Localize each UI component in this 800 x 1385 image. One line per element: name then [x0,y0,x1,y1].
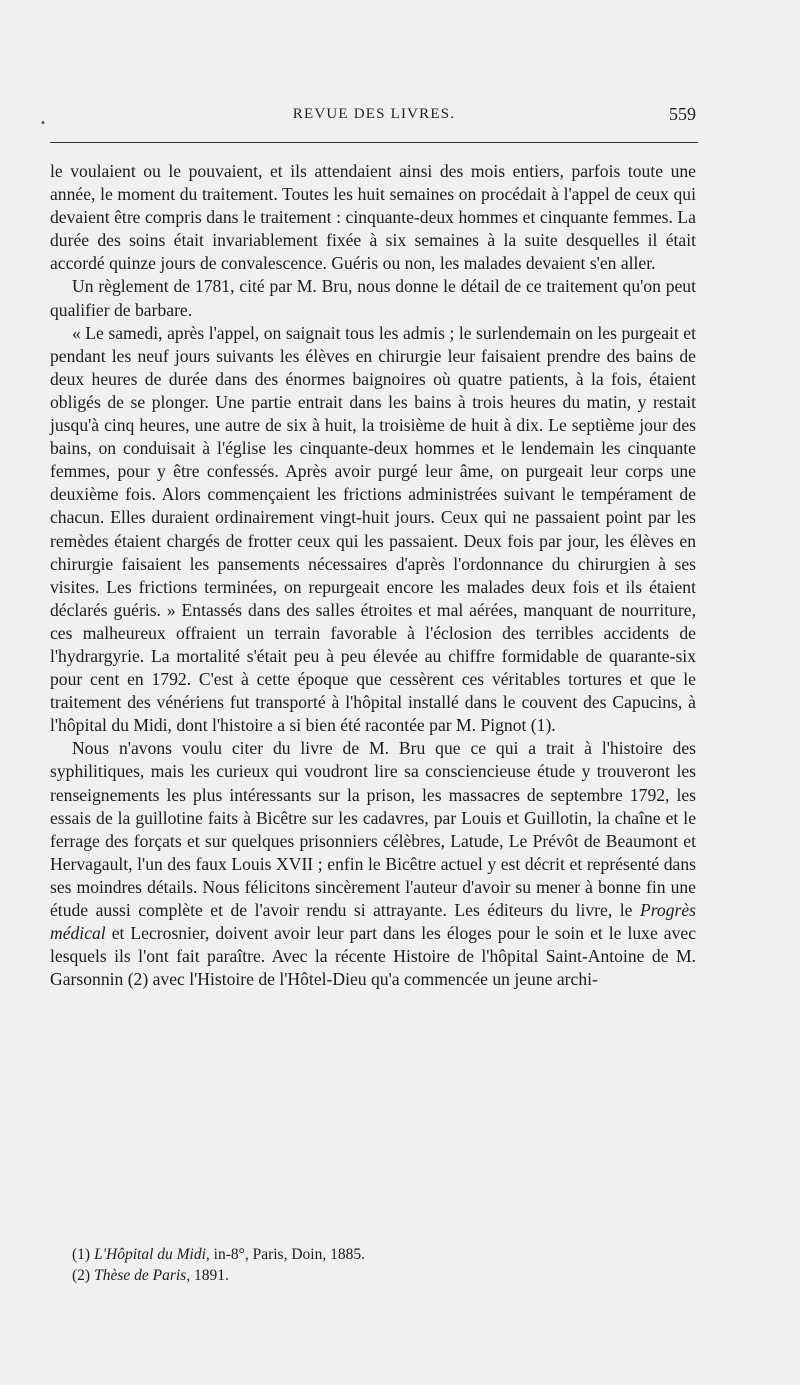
footnote-2-title: Thèse de Paris, [94,1267,191,1284]
paragraph-4-head: Nous n'avons voulu citer du livre de M. Bru que ce qui a trait à l'histoire des syphilitiques, mais les curieux qui voudront lire sa consciencieuse étude y trouveront les renseignements les plus intéressants sur la prison, les massacres de septembre 1792, les essais de la guillotine faits à Bicêtre sur les cadavres, par Louis et Guillotin, la chaîne et le ferrage des forçats et sur quelques prisonniers célèbres, Latude, Le Prévôt de Beaumont et Hervagault, l'un des faux Louis XVII ; enfin le Bicêtre actuel y est décrit et représenté dans ses moindres détails. Nous félicitons sincèrement l'auteur d'avoir su mener à bonne fin une étude aussi complète et de l'avoir rendu si attrayante. Les éditeurs du livre, le [50,738,696,920]
journal-title: Progrès médical [50,900,696,944]
footnote-1-title: L'Hôpital du Midi, [94,1246,210,1263]
footnote-1-number: (1) [72,1246,91,1263]
footnote-1 [72,1244,692,1265]
paragraph-1: le voulaient ou le pouvaient, et ils attendaient ainsi des mois entiers, parfois toute une année, le moment du traitement. Toutes les huit semaines on procédait à l'appel de ceux qui devaient être compris dans le traitement : cinquante-deux hommes et cinquante femmes. La durée des soins était invariablement fixée à six semaines à la suite desquelles il était accordé quinze jours de convalescence. Guéris ou non, les malades devaient s'en aller. [50,161,696,274]
page-header [50,104,698,130]
footnote-1-details: in-8°, Paris, Doin, 1885. [213,1246,365,1263]
page-number: 559 [669,104,696,124]
paragraph-2: Un règlement de 1781, cité par M. Bru, nous donne le détail de ce traitement qu'on peut qualifier de barbare. [50,276,696,320]
body-text [50,160,696,991]
footnotes [72,1244,692,1286]
footnote-2 [72,1265,692,1286]
running-title: REVUE DES LIVRES. [292,106,456,122]
margin-mark: • [40,118,46,129]
paragraph-4-tail: et Lecrosnier, doivent avoir leur part dans les éloges pour le soin et le luxe avec lesquels ils l'ont fait paraître. Avec la récente Histoire de l'hôpital Saint-Antoine de M. Garsonnin (2) avec l'Histoire de l'Hôtel-Dieu qu'a commencée un jeune archi- [50,923,696,990]
paragraph-3: « Le samedi, après l'appel, on saignait tous les admis ; le surlendemain on les purgeait et pendant les neuf jours suivants les élèves en chirurgie leur faisaient prendre des bains de deux heures de durée dans des énormes baignoires où quatre patients, à la fois, étaient obligés de se plonger. Une partie entrait dans les bains à trois heures du matin, y restait jusqu'à cinq heures, une autre de six à huit, la troisième de huit à dix. Le septième jour des bains, on conduisait à l'église les cinquante-deux hommes et le lendemain les cinquante femmes, pour y être confessés. Après avoir purgé leur âme, on purgeait leur corps une deuxième fois. Alors commençaient les frictions administrées suivant le tempérament de chacun. Elles duraient ordinairement vingt-huit jours. Ceux qui ne passaient point par les remèdes étaient chargés de frotter ceux qui les passaient. Deux fois par jour, les élèves en chirurgie faisaient les pansements nécessaires d'après l'ordonnance du chirurgien à ses visites. Les frictions terminées, on repurgeait encore les malades deux fois et ils étaient déclarés guéris. » Entassés dans des salles étroites et mal aérées, manquant de nourriture, ces malheureux offraient un terrain favorable à l'éclosion des terribles accidents de l'hydrargyrie. La mortalité s'était peu à peu élevée au chiffre formidable de quarante-six pour cent en 1792. C'est à cette époque que cessèrent ces véritables tortures et que le traitement des vénériens fut transporté à l'hôpital installé dans le couvent des Capucins, à l'hôpital du Midi, dont l'histoire a si bien été racontée par M. Pignot (1). [50,322,696,736]
footnote-2-number: (2) [72,1267,91,1284]
footnote-2-details: 1891. [193,1267,229,1284]
paragraph-4 [50,737,696,991]
header-rule [50,142,698,143]
